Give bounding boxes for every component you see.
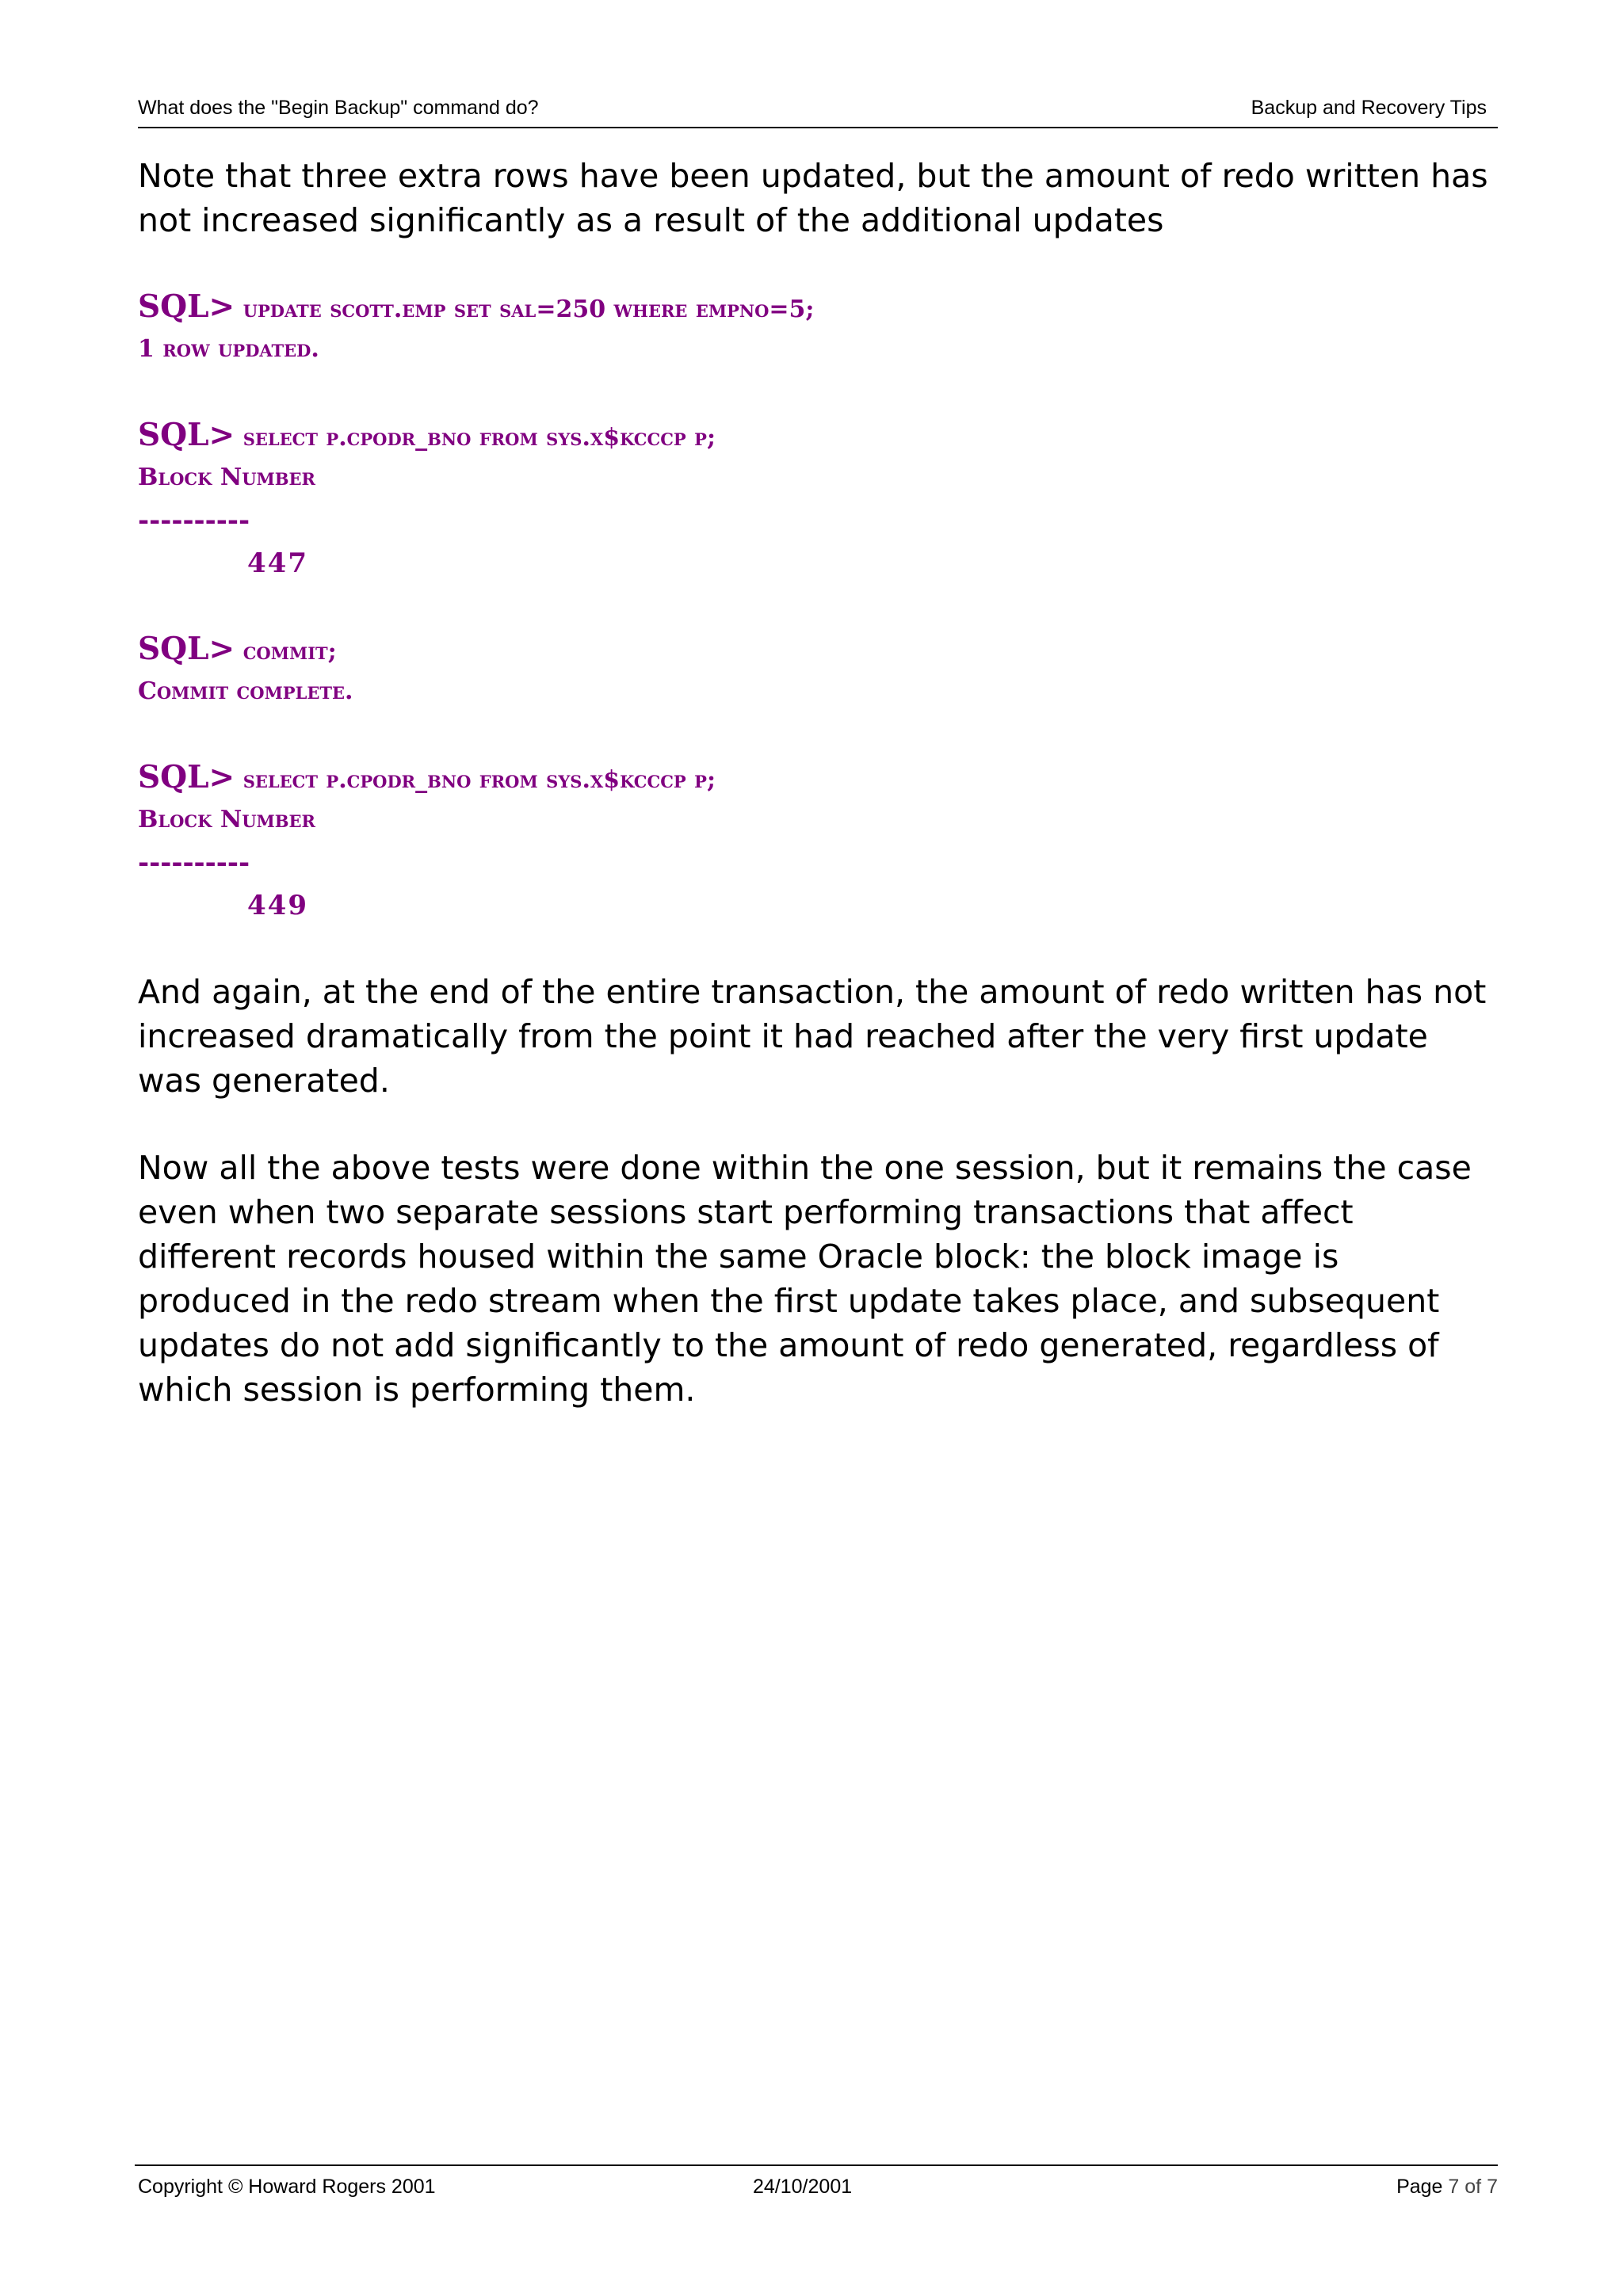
page-header bbox=[138, 95, 1498, 128]
paragraph-intro: Note that three extra rows have been updated, but the amount of redo written has not increased significantly as a result of the additional updates bbox=[138, 157, 1488, 239]
paragraph-transaction-end: And again, at the end of the entire transaction, the amount of redo written has not increased dramatically from the point it had reached after the very first update was generated. bbox=[138, 973, 1487, 1100]
sql-result: 1 row updated. bbox=[138, 335, 319, 363]
paragraph-sessions: Now all the above tests were done within the one session, but it remains the case even when two separate sessions start performing transactions that affect different records housed within the same Oracle block: the block image is produced in the redo stream when the first update takes place, and subsequent updates do not add significantly to the amount of redo generated, regardless of which session is performing them. bbox=[138, 1149, 1472, 1409]
sql-column-header: Block Number bbox=[138, 806, 316, 833]
sql-code-block bbox=[138, 285, 1247, 927]
sql-column-header: Block Number bbox=[138, 463, 316, 491]
page-footer bbox=[135, 2164, 1498, 2206]
sql-line-select-2 bbox=[138, 756, 1247, 799]
sql-command: select p.cpodr_bno from sys.x$kcccp p; bbox=[242, 766, 716, 794]
sql-command: select p.cpodr_bno from sys.x$kcccp p; bbox=[242, 424, 716, 452]
sql-value: 447 bbox=[247, 547, 308, 579]
sql-separator: ---------- bbox=[138, 505, 250, 536]
sql-line-update bbox=[138, 285, 1247, 328]
sql-prompt: SQL> bbox=[138, 417, 235, 453]
sql-line-commit bbox=[138, 627, 1247, 670]
sql-line-select bbox=[138, 414, 1247, 456]
sql-separator: ---------- bbox=[138, 847, 250, 879]
sql-command: update scott.emp set sal=250 where empno=5; bbox=[242, 296, 815, 323]
sql-value: 449 bbox=[247, 890, 308, 921]
header-section: Backup and Recovery Tips bbox=[1251, 97, 1487, 119]
sql-prompt: SQL> bbox=[138, 288, 235, 325]
footer-page-number: Page 7 of 7 bbox=[1396, 2176, 1498, 2198]
sql-prompt: SQL> bbox=[138, 631, 235, 667]
sql-prompt: SQL> bbox=[138, 759, 235, 795]
sql-command: commit; bbox=[242, 638, 337, 666]
footer-copyright: Copyright © Howard Rogers 2001 bbox=[138, 2176, 436, 2198]
sql-result: Commit complete. bbox=[138, 677, 353, 705]
footer-date: 24/10/2001 bbox=[753, 2176, 853, 2198]
header-title: What does the "Begin Backup" command do? bbox=[138, 97, 539, 119]
